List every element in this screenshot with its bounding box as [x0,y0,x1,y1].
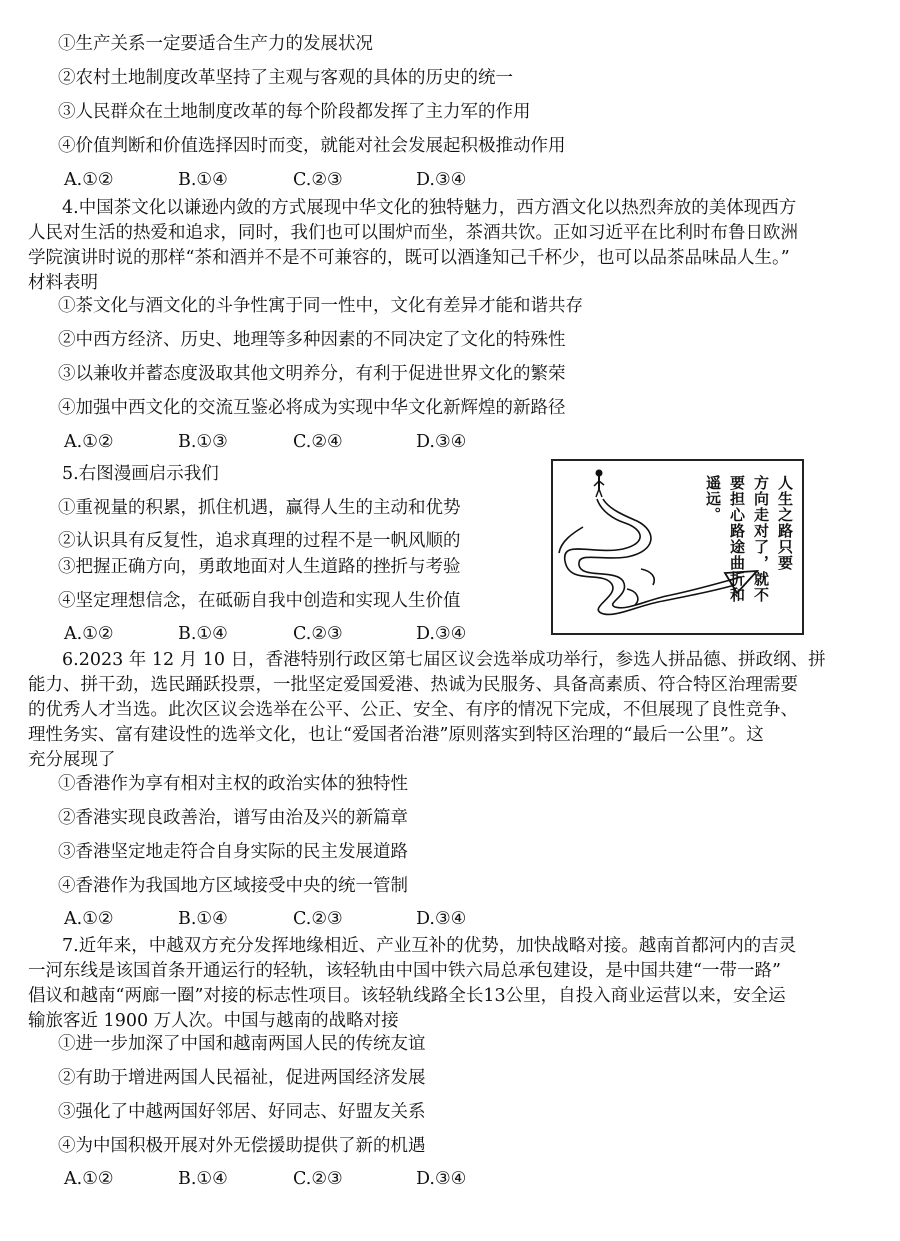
q5-choice-c: C.②③ [293,624,343,644]
q5-option-4: ④坚定理想信念，在砥砺自我中创造和实现人生价值 [58,591,461,611]
q4-choice-c: C.②④ [293,432,343,452]
q5-choice-b: B.①④ [178,624,228,644]
q3-option-2: ②农村土地制度改革坚持了主观与客观的具体的历史的统一 [58,68,513,88]
q6-option-1: ①香港作为享有相对主权的政治实体的独特性 [58,774,408,794]
q5-choice-a: A.①② [64,624,114,644]
q3-option-1: ①生产关系一定要适合生产力的发展状况 [58,34,373,54]
q5-option-2: ②认识具有反复性，追求真理的过程不是一帆风顺的 [58,531,461,551]
q7-option-2: ②有助于增进两国人民福祉，促进两国经济发展 [58,1068,426,1088]
q6-choice-c: C.②③ [293,909,343,929]
q6-choice-d: D.③④ [416,909,467,929]
comic-caption-col-4: 遥远。 [704,475,722,523]
q3-choice-b: B.①④ [178,170,228,190]
q6-stem-line-2: 能力、拼干劲，选民踊跃投票，一批坚定爱国爱港、热诚为民服务、具备高素质、符合特区治理需要 [28,675,798,695]
q5-choice-d: D.③④ [416,624,467,644]
q7-option-3: ③强化了中越两国好邻居、好同志、好盟友关系 [58,1102,426,1122]
comic-caption-col-3: 要担心路途曲折和 [728,475,746,603]
q6-choice-a: A.①② [64,909,114,929]
q7-choice-d: D.③④ [416,1169,467,1189]
q7-option-4: ④为中国积极开展对外无偿援助提供了新的机遇 [58,1136,426,1156]
q4-stem-line-1: 4.中国茶文化以谦逊内敛的方式展现中华文化的独特魅力，西方酒文化以热烈奔放的美体现西方 [62,198,797,218]
q6-stem-line-4: 理性务实、富有建设性的选举文化，也让“爱国者治港”原则落实到特区治理的“最后一公里”。这 [28,725,764,745]
q6-choice-b: B.①④ [178,909,228,929]
q7-stem-line-2: 一河东线是该国首条开通运行的轻轨，该轻轨由中国中铁六局总承包建设，是中国共建“一带一路” [28,961,781,981]
q3-option-3: ③人民群众在土地制度改革的每个阶段都发挥了主力军的作用 [58,102,531,122]
q4-option-3: ③以兼收并蓄态度汲取其他文明养分，有利于促进世界文化的繁荣 [58,364,566,384]
q3-choice-d: D.③④ [416,170,467,190]
q4-choice-d: D.③④ [416,432,467,452]
comic-illustration [551,459,804,635]
q6-option-4: ④香港作为我国地方区域接受中央的统一管制 [58,876,408,896]
comic-caption-col-1: 人生之路只要 [776,475,794,571]
q7-stem-line-4: 输旅客近 1900 万人次。中国与越南的战略对接 [28,1011,399,1031]
q6-stem-line-5: 充分展现了 [28,750,116,770]
q7-choice-b: B.①④ [178,1169,228,1189]
q6-stem-line-1: 6.2023 年 12 月 10 日，香港特别行政区第七届区议会选举成功举行，参选人拼品德、拼政纲、拼 [62,650,826,670]
q7-stem-line-3: 倡议和越南“两廊一圈”对接的标志性项目。该轻轨线路全长13公里，自投入商业运营以来，安全运 [28,986,786,1006]
q5-option-3: ③把握正确方向，勇敢地面对人生道路的挫折与考验 [58,557,461,577]
climbing-person-icon [594,470,604,497]
q3-choice-c: C.②③ [293,170,343,190]
q5-option-1: ①重视量的积累，抓住机遇，赢得人生的主动和优势 [58,498,461,518]
q3-option-4: ④价值判断和价值选择因时而变，就能对社会发展起积极推动作用 [58,136,566,156]
q7-stem-line-1: 7.近年来，中越双方充分发挥地缘相近、产业互补的优势，加快战略对接。越南首都河内的吉灵 [62,936,797,956]
q4-option-1: ①茶文化与酒文化的斗争性寓于同一性中，文化有差异才能和谐共存 [58,296,583,316]
q3-choice-a: A.①② [64,170,114,190]
q4-choice-b: B.①③ [178,432,228,452]
q4-option-2: ②中西方经济、历史、地理等多种因素的不同决定了文化的特殊性 [58,330,566,350]
q6-option-3: ③香港坚定地走符合自身实际的民主发展道路 [58,842,408,862]
q4-option-4: ④加强中西文化的交流互鉴必将成为实现中华文化新辉煌的新路径 [58,398,566,418]
q7-choice-c: C.②③ [293,1169,343,1189]
q4-stem-line-2: 人民对生活的热爱和追求，同时，我们也可以围炉而坐，茶酒共饮。正如习近平在比利时布鲁日欧洲 [28,223,798,243]
q4-choice-a: A.①② [64,432,114,452]
comic-caption-col-2: 方向走对了，就不 [752,475,770,603]
q7-option-1: ①进一步加深了中国和越南两国人民的传统友谊 [58,1034,426,1054]
q4-stem-line-3: 学院演讲时说的那样“茶和酒并不是不可兼容的，既可以酒逢知己千杯少，也可以品茶品味品人生。” [28,248,790,268]
q6-stem-line-3: 的优秀人才当选。此次区议会选举在公平、公正、安全、有序的情况下完成，不但展现了良性竞争、 [28,700,798,720]
q6-option-2: ②香港实现良政善治，谱写由治及兴的新篇章 [58,808,408,828]
q5-stem: 5.右图漫画启示我们 [62,464,219,484]
q4-stem-line-4: 材料表明 [28,273,98,293]
q7-choice-a: A.①② [64,1169,114,1189]
